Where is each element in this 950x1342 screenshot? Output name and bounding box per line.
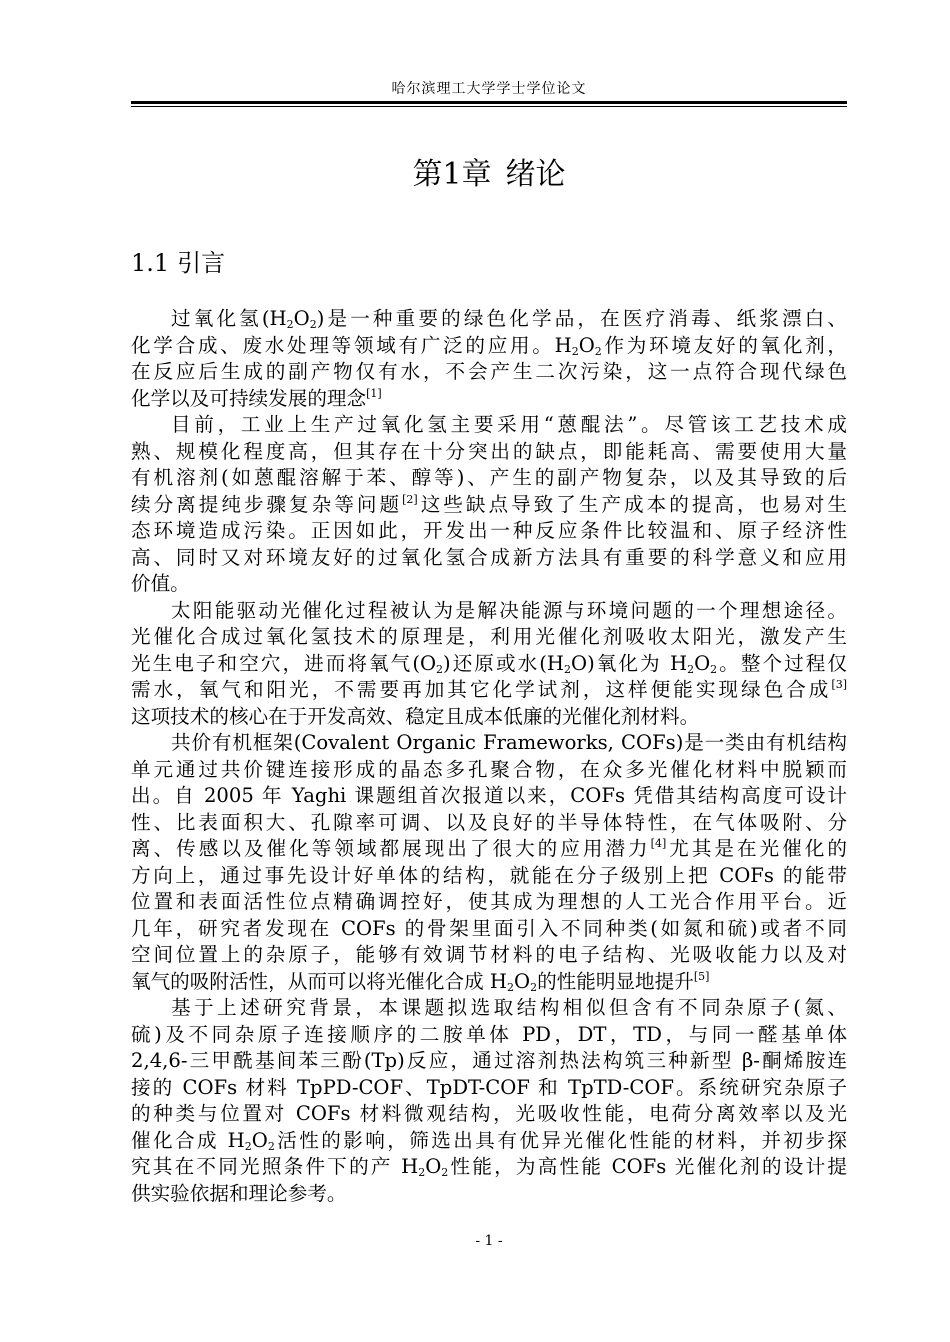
text-line: 方向上，通过事先设计好单体的结构，就能在分子级别上把 COFs 的能带: [131, 863, 847, 887]
section-title: [131, 247, 225, 279]
text-line: 离、传感以及催化等领域都展现出了很大的应用潜力[4]尤其是在光催化的: [131, 837, 847, 860]
text-line: 出。自 2005 年 Yaghi 课题组首次报道以来，COFs 凭借其结构高度可设计: [131, 784, 847, 807]
text-line: 接的 COFs 材料 TpPD-COF、TpDT-COF 和 TpTD-COF。系统研究杂原子: [131, 1075, 847, 1099]
text-line: 氧气的吸附活性，从而可以将光催化合成 $H_2O_2$的性能明显地提升[5]: [131, 969, 710, 994]
paragraph-4: [131, 730, 847, 995]
text-line: 催化合成 $H_2O_2$活性的影响，筛选出具有优异光催化性能的材料，并初步探: [131, 1128, 848, 1153]
text-line: 在反应后生成的副产物仅有水，不会产生二次污染，这一点符合现代绿色: [131, 360, 847, 383]
chapter-name: 绪论: [505, 157, 566, 192]
paragraph-5: [131, 995, 847, 1207]
text-line: 基于上述研究背景，本课题拟选取结构相似但含有不同杂原子(氮、: [171, 996, 847, 1019]
paragraph-3: [131, 598, 847, 731]
text-line: 需水，氧气和阳光，不需要再加其它化学试剂，这样便能实现绿色合成[3]: [131, 678, 847, 701]
text-line: 2,4,6-三甲酰基间苯三酚(Tp)反应，通过溶剂热法构筑三种新型 β-酮烯胺连: [131, 1049, 847, 1072]
header-rule-thin: [131, 106, 847, 107]
text-line: 有机溶剂(如蒽醌溶解于苯、醇等)、产生的副产物复杂，以及其导致的后: [131, 466, 847, 489]
text-line: 光生电子和空穴，进而将氧气$(O_2)$还原或水$(H_2O)$氧化为 $H_2O_2$。整个过程仅: [131, 651, 847, 676]
page-number: - 1 -: [475, 1233, 503, 1249]
header-rule: [131, 101, 847, 104]
text-line: 过氧化氢$(H_2O_2)$是一种重要的绿色化学品，在医疗消毒、纸浆漂白、: [171, 307, 847, 331]
section-name: 引言: [177, 249, 226, 277]
text-line: 空间位置上的杂原子，能够有效调节材料的电子结构、光吸收能力以及对: [131, 943, 847, 966]
chapter-number: 第1章: [412, 157, 492, 192]
text-line: 硫)及不同杂原子连接顺序的二胺单体 PD，DT，TD，与同一醛基单体: [131, 1022, 847, 1046]
text-line: 共价有机框架(Covalent Organic Frameworks, COFs)是一类由有机结构: [171, 731, 847, 754]
text-line: 几年，研究者发现在 COFs 的骨架里面引入不同种类(如氮和硫)或者不同: [131, 916, 847, 940]
text-line: 价值。: [131, 572, 190, 595]
text-line: 光催化合成过氧化氢技术的原理是，利用光催化剂吸收太阳光，激发产生: [131, 625, 847, 648]
paragraph-2: [131, 412, 847, 598]
text-line: 的种类与位置对 COFs 材料微观结构，光吸收性能，电荷分离效率以及光: [131, 1102, 847, 1125]
citation: [4]: [650, 837, 667, 850]
text-line: 究其在不同光照条件下的产 $H_2O_2$性能，为高性能 COFs 光催化剂的设计提: [131, 1155, 847, 1179]
text-line: 单元通过共价键连接形成的晶态多孔聚合物，在众多光催化材料中脱颖而: [131, 757, 847, 781]
running-header: 哈尔滨理工大学学士学位论文: [391, 81, 587, 97]
citation: [1]: [366, 386, 382, 400]
text-line: 位置和表面活性位点精确调控好，使其成为理想的人工光合作用平台。近: [131, 890, 847, 913]
text-line: 性、比表面积大、孔隙率可调、以及良好的半导体特性，在气体吸附、分: [131, 810, 847, 834]
text-line: 这项技术的核心在于开发高效、稳定且成本低廉的光催化剂材料。: [131, 704, 700, 728]
text-line: 高、同时又对环境友好的过氧化氢合成新方法具有重要的科学意义和应用: [131, 545, 847, 569]
chapter-title: [131, 156, 847, 194]
citation: [5]: [693, 969, 710, 983]
text-line: 化学合成、废水处理等领域有广泛的应用。$H_2O_2$作为环境友好的氧化剂，: [131, 333, 848, 358]
text-line: 供实验依据和理论参考。: [131, 1181, 347, 1205]
citation: [2]: [402, 492, 418, 506]
text-line: 态环境造成污染。正因如此，开发出一种反应条件比较温和、原子经济性: [131, 519, 847, 542]
text-line: 化学以及可持续发展的理念[1]: [131, 386, 382, 410]
paragraph-1: [131, 306, 847, 412]
body-text: [131, 306, 847, 1207]
text-line: 太阳能驱动光催化过程被认为是解决能源与环境问题的一个理想途径。: [171, 598, 847, 622]
text-line: 熟、规模化程度高，但其存在十分突出的缺点，即能耗高、需要使用大量: [131, 439, 847, 463]
section-number: 1.1: [131, 249, 170, 277]
citation: [3]: [831, 678, 847, 691]
text-line: 续分离提纯步骤复杂等问题[2]这些缺点导致了生产成本的提高，也易对生: [131, 492, 847, 516]
text-line: 目前，工业上生产过氧化氢主要采用“蒽醌法”。尽管该工艺技术成: [171, 413, 847, 436]
